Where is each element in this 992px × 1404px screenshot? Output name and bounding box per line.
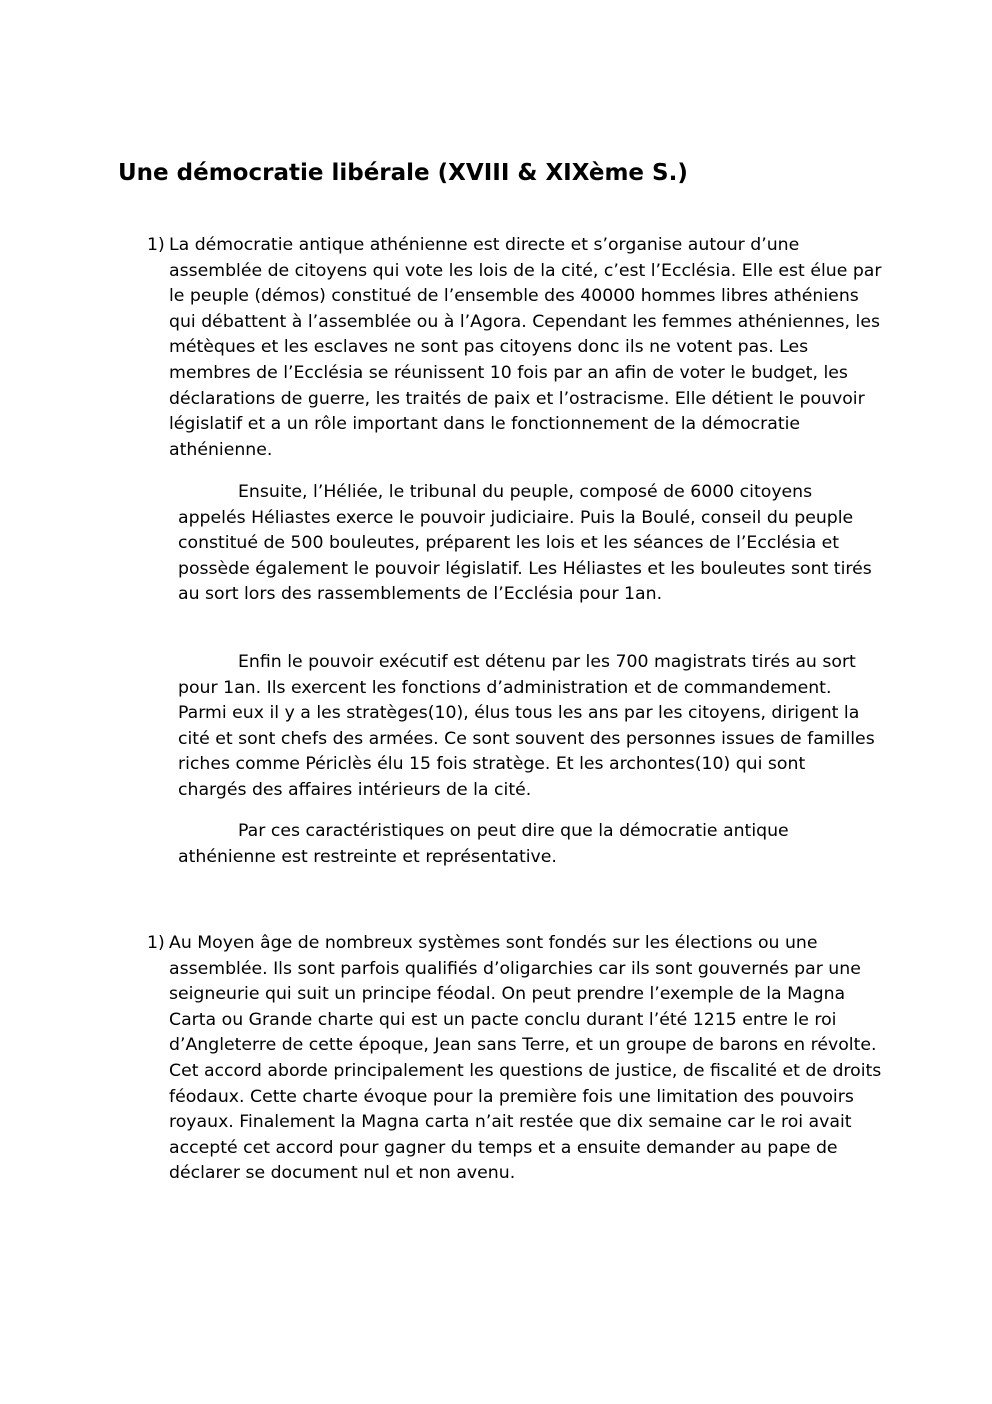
list-item-number: 1)	[147, 235, 165, 255]
paragraph-executive-power: Enfin le pouvoir exécutif est détenu par les 700 magistrats tirés au sort pour 1an. Ils exercent les fonctions d’administration et de commandement. Parmi eux il y a les stratèges(10), élus tous les ans par les citoyens, dirigent la cité et sont chefs des armées. Ce sont souvent des personnes issues de familles riches comme Périclès élu 15 fois stratège. Et les archontes(10) qui sont chargés des affaires intérieurs de la cité.	[178, 652, 875, 800]
list-item-middle-ages	[147, 931, 887, 1187]
document-title: Une démocratie libérale (XVIII & XIXème S.)	[118, 160, 688, 186]
list-item-text: La démocratie antique athénienne est directe et s’organise autour d’une assemblée de citoyens qui vote les lois de la cité, c’est l’Ecclésia. Elle est élue par le peuple (démos) constitué de l’ensemble des 40000 hommes libres athéniens qui débattent à l’assemblée ou à l’Agora. Cependant les femmes athéniennes, les métèques et les esclaves ne sont pas citoyens donc ils ne votent pas. Les membres de l’Ecclésia se réunissent 10 fois par an afin de voter le budget, les déclarations de guerre, les traités de paix et l’ostracisme. Elle détient le pouvoir législatif et a un rôle important dans le fonctionnement de la démocratie athénienne.	[169, 235, 882, 460]
list-item-text: Au Moyen âge de nombreux systèmes sont fondés sur les élections ou une assemblée. Ils sont parfois qualifiés d’oligarchies car ils sont gouvernés par une seigneurie qui suit un principe féodal. On peut prendre l’exemple de la Magna Carta ou Grande charte qui est un pacte conclu durant l’été 1215 entre le roi d’Angleterre de cette époque, Jean sans Terre, et un groupe de barons en révolte. Cet accord aborde principalement les questions de justice, de fiscalité et de droits féodaux. Cette charte évoque pour la première fois une limitation des pouvoirs royaux. Finalement la Magna carta n’ait restée que dix semaine car le roi avait accepté cet accord pour gagner du temps et a ensuite demander au pape de déclarer se document nul et non avenu.	[169, 933, 882, 1184]
paragraph-heliee: Ensuite, l’Héliée, le tribunal du peuple, composé de 6000 citoyens appelés Héliastes exerce le pouvoir judiciaire. Puis la Boulé, conseil du peuple constitué de 500 bouleutes, préparent les lois et les séances de l’Ecclésia et possède également le pouvoir législatif. Les Héliastes et les bouleutes sont tirés au sort lors des rassemblements de l’Ecclésia pour 1an.	[178, 482, 872, 605]
paragraph-conclusion: Par ces caractéristiques on peut dire que la démocratie antique athénienne est restreinte et représentative.	[178, 821, 789, 867]
list-item-athenian-democracy	[147, 233, 887, 463]
list-item-number: 1)	[147, 933, 165, 953]
